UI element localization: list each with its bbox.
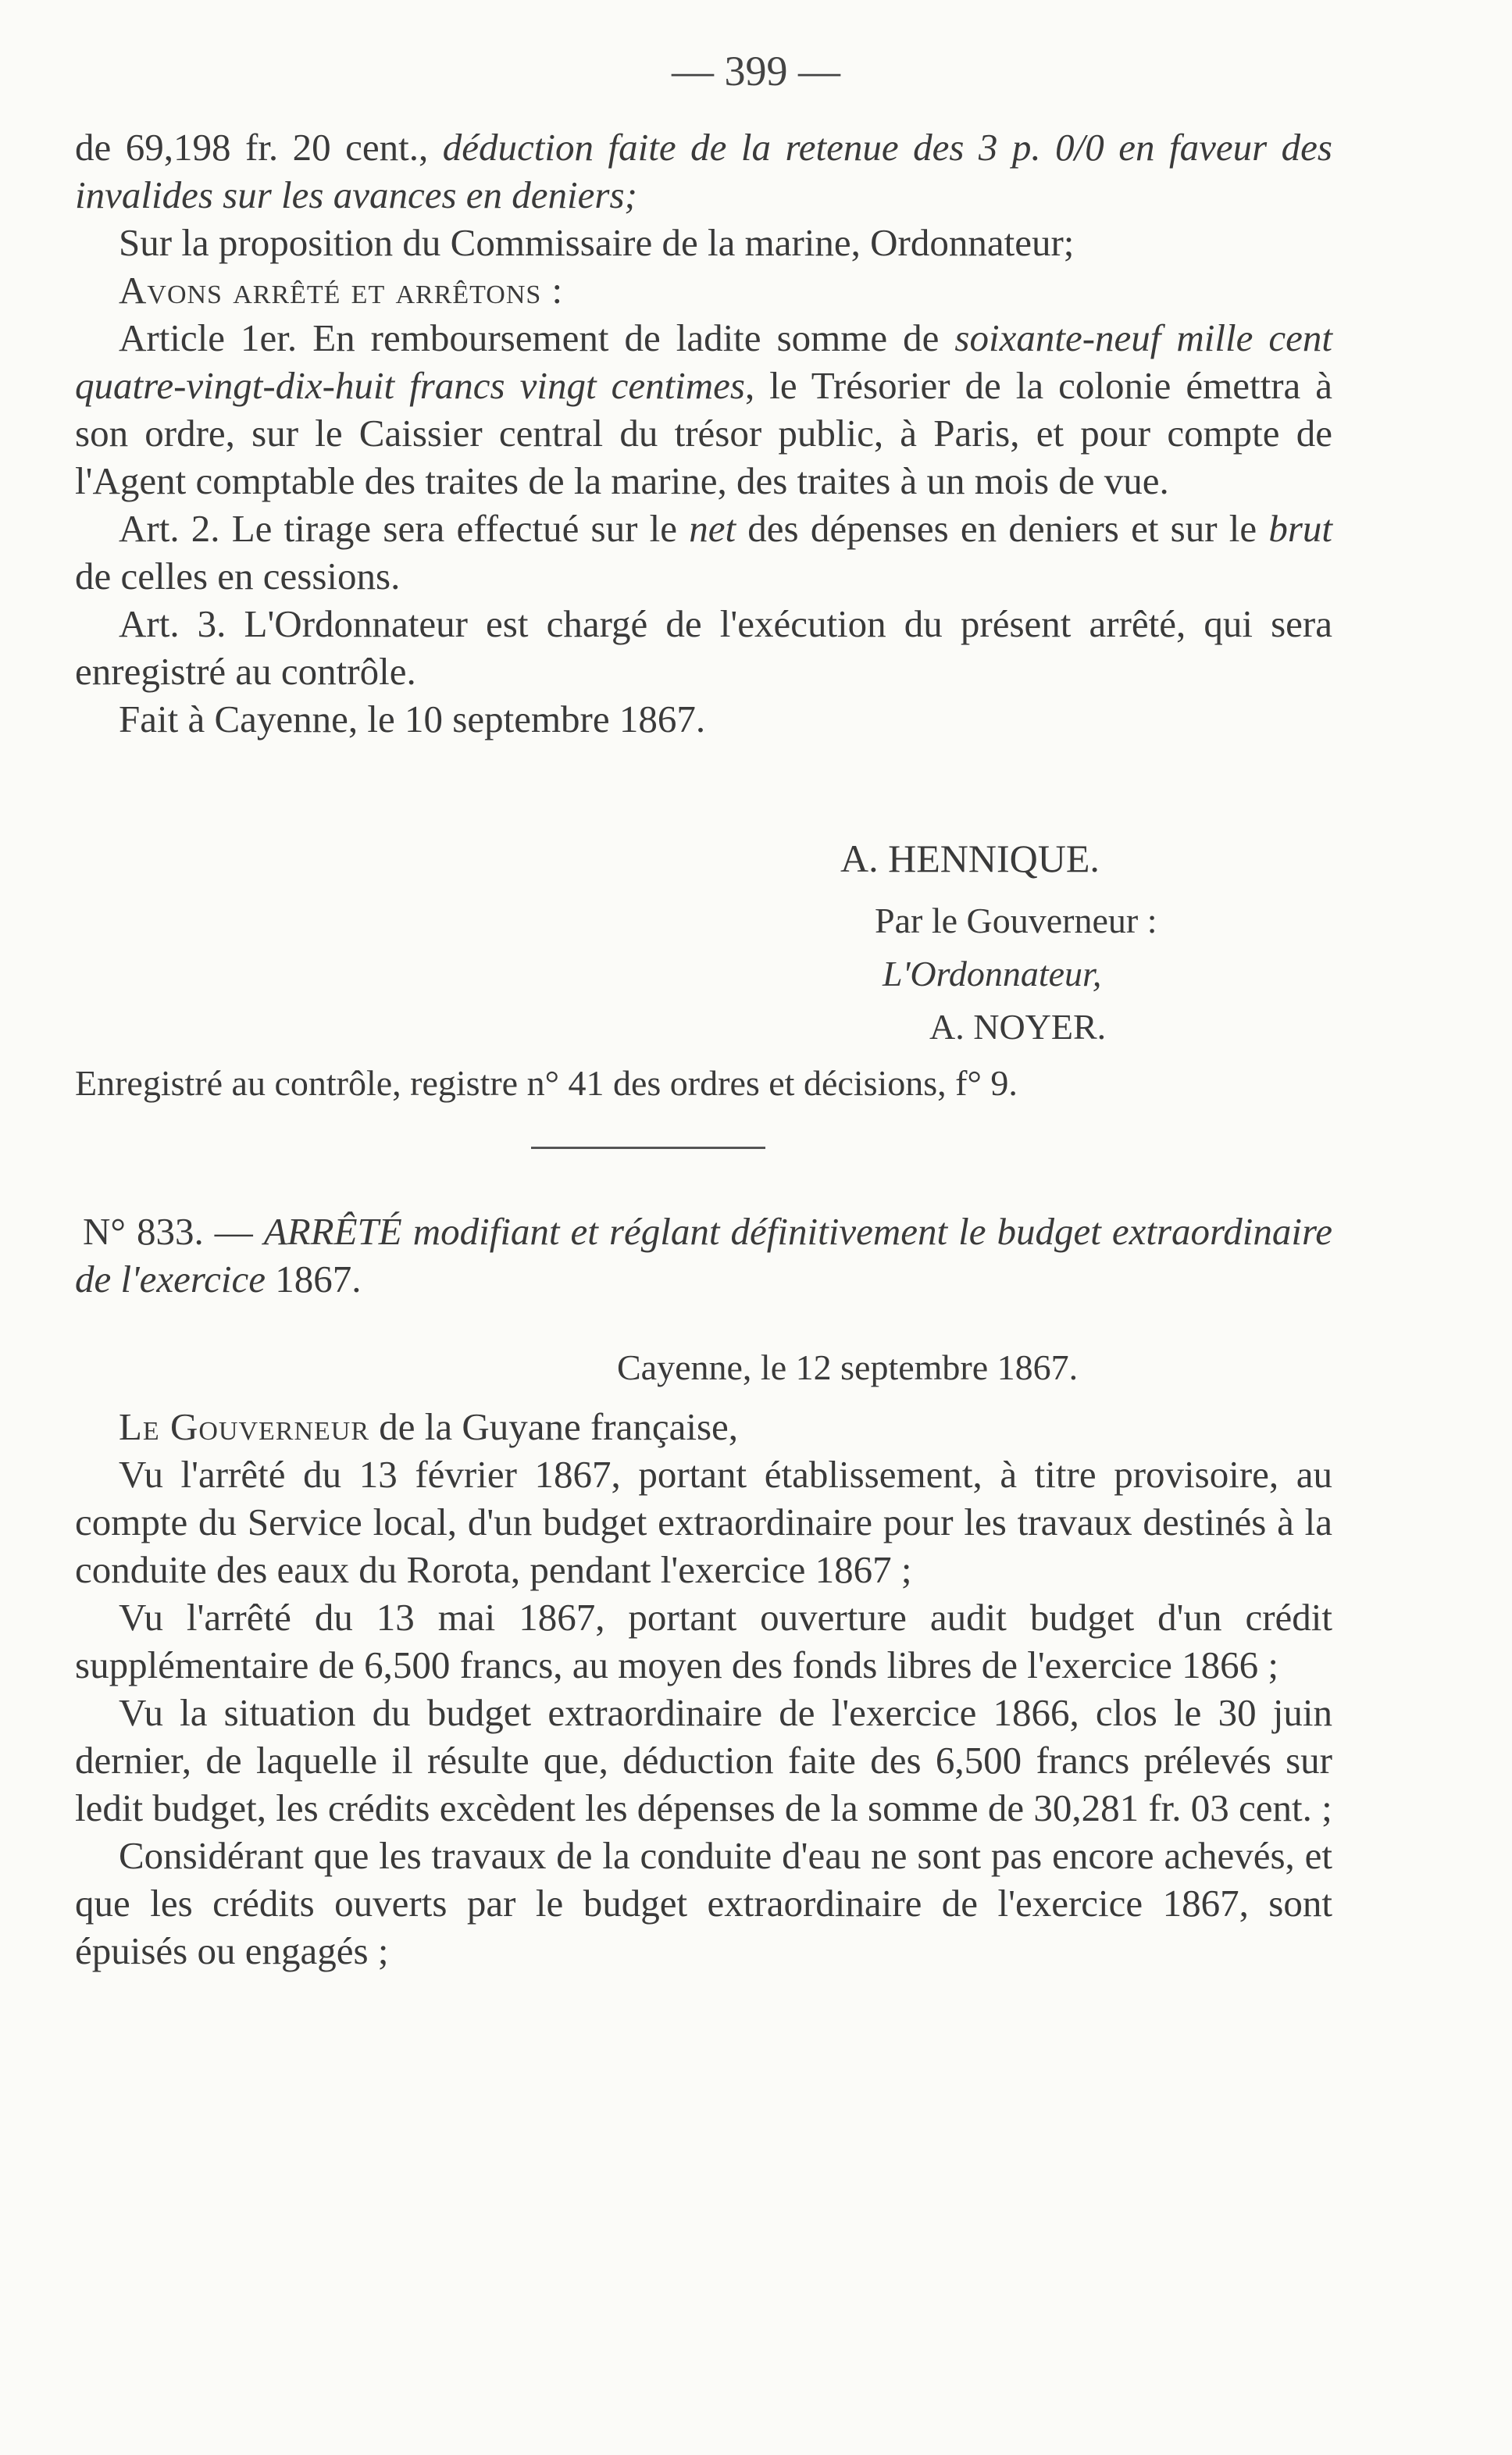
article-2-net: net bbox=[689, 507, 736, 550]
paragraph-vu-3: Vu la situation du budget extraordinaire de l'exercice 1866, clos le 30 juin dernier, de laquelle il résulte que, déduction faite des 6,500 francs prélevés sur ledit budget, les crédits excèdent les dépenses de la somme de 30,281 fr. 03 cent. ; bbox=[75, 1691, 1332, 1829]
place-date: Cayenne, le 12 septembre 1867. bbox=[617, 1347, 1079, 1387]
decree-833-heading bbox=[75, 1208, 1332, 1303]
gouverneur-rest: de la Guyane française, bbox=[369, 1405, 739, 1448]
paragraph-avons-arrete: Avons arrêté et arrêtons : bbox=[119, 269, 564, 312]
article-1 bbox=[75, 314, 1332, 505]
article-1-start: Article 1er. En remboursement de ladite somme de bbox=[119, 316, 955, 359]
paragraph-gouverneur bbox=[75, 1403, 1332, 1451]
article-1-end: , le Trésorier de la colonie émettra à son ordre, sur le Caissier central du trésor public, à Paris, et pour compte de l'Agent comptable des traites de la marine, des traites à un mois de vue. bbox=[75, 364, 1332, 502]
article-2-mid: des dépenses en deniers et sur le bbox=[736, 507, 1269, 550]
signature-name: A. HENNIQUE. bbox=[840, 837, 1100, 880]
paragraph-deduction bbox=[75, 123, 1332, 219]
article-2-start: Art. 2. Le tirage sera effectué sur le bbox=[119, 507, 690, 550]
paragraph-proposition: Sur la proposition du Commissaire de la marine, Ordonnateur; bbox=[119, 221, 1075, 264]
section-divider bbox=[531, 1147, 765, 1149]
article-3: Art. 3. L'Ordonnateur est chargé de l'exécution du présent arrêté, qui sera enregistré au contrôle. bbox=[75, 602, 1332, 693]
paragraph-considerant: Considérant que les travaux de la conduite d'eau ne sont pas encore achevés, et que les crédits ouverts par le budget extraordinaire de l'exercice 1867, sont épuisés ou engagés ; bbox=[75, 1834, 1332, 1972]
article-2-end: de celles en cessions. bbox=[75, 555, 401, 598]
registration-note: Enregistré au contrôle, registre n° 41 des ordres et décisions, f° 9. bbox=[75, 1063, 1018, 1103]
decree-833-body bbox=[75, 1403, 1332, 1975]
decree-year: 1867. bbox=[275, 1258, 362, 1301]
paragraph-vu-2: Vu l'arrêté du 13 mai 1867, portant ouverture audit budget d'un crédit supplémentaire de 6,500 francs, au moyen des fonds libres de l'exercice 1866 ; bbox=[75, 1596, 1332, 1686]
signature-ordonnateur-title: L'Ordonnateur, bbox=[883, 954, 1102, 994]
decree-832-body bbox=[75, 123, 1332, 743]
article-1-amount-words: soixante-neuf mille cent quatre-vingt-dix-huit francs vingt centimes bbox=[75, 316, 1333, 407]
decree-title: ARRÊTÉ modifiant et réglant définitivement le budget extraordinaire de l'exercice bbox=[75, 1210, 1332, 1301]
signature-ordonnateur-name: A. NOYER. bbox=[929, 1007, 1107, 1047]
amount-text: de 69,198 fr. 20 cent., bbox=[75, 126, 443, 169]
article-2 bbox=[75, 505, 1332, 600]
gouverneur-smallcaps: Le Gouverneur bbox=[119, 1405, 369, 1448]
fait-a-cayenne: Fait à Cayenne, le 10 septembre 1867. bbox=[119, 698, 706, 740]
paragraph-vu-1: Vu l'arrêté du 13 février 1867, portant établissement, à titre provisoire, au compte du Service local, d'un budget extraordinaire pour les travaux destinés à la conduite des eaux du Rorota, pendant l'exercice 1867 ; bbox=[75, 1453, 1332, 1591]
deduction-italic: déduction faite de la retenue des 3 p. 0/0 en faveur des invalides sur les avances en deniers; bbox=[75, 126, 1332, 216]
article-2-brut: brut bbox=[1268, 507, 1332, 550]
page-number: — 399 — bbox=[672, 48, 840, 95]
decree-number: N° 833. — bbox=[83, 1210, 264, 1253]
signature-by-governor: Par le Gouverneur : bbox=[875, 901, 1157, 940]
decree-833-title bbox=[75, 1208, 1332, 1303]
